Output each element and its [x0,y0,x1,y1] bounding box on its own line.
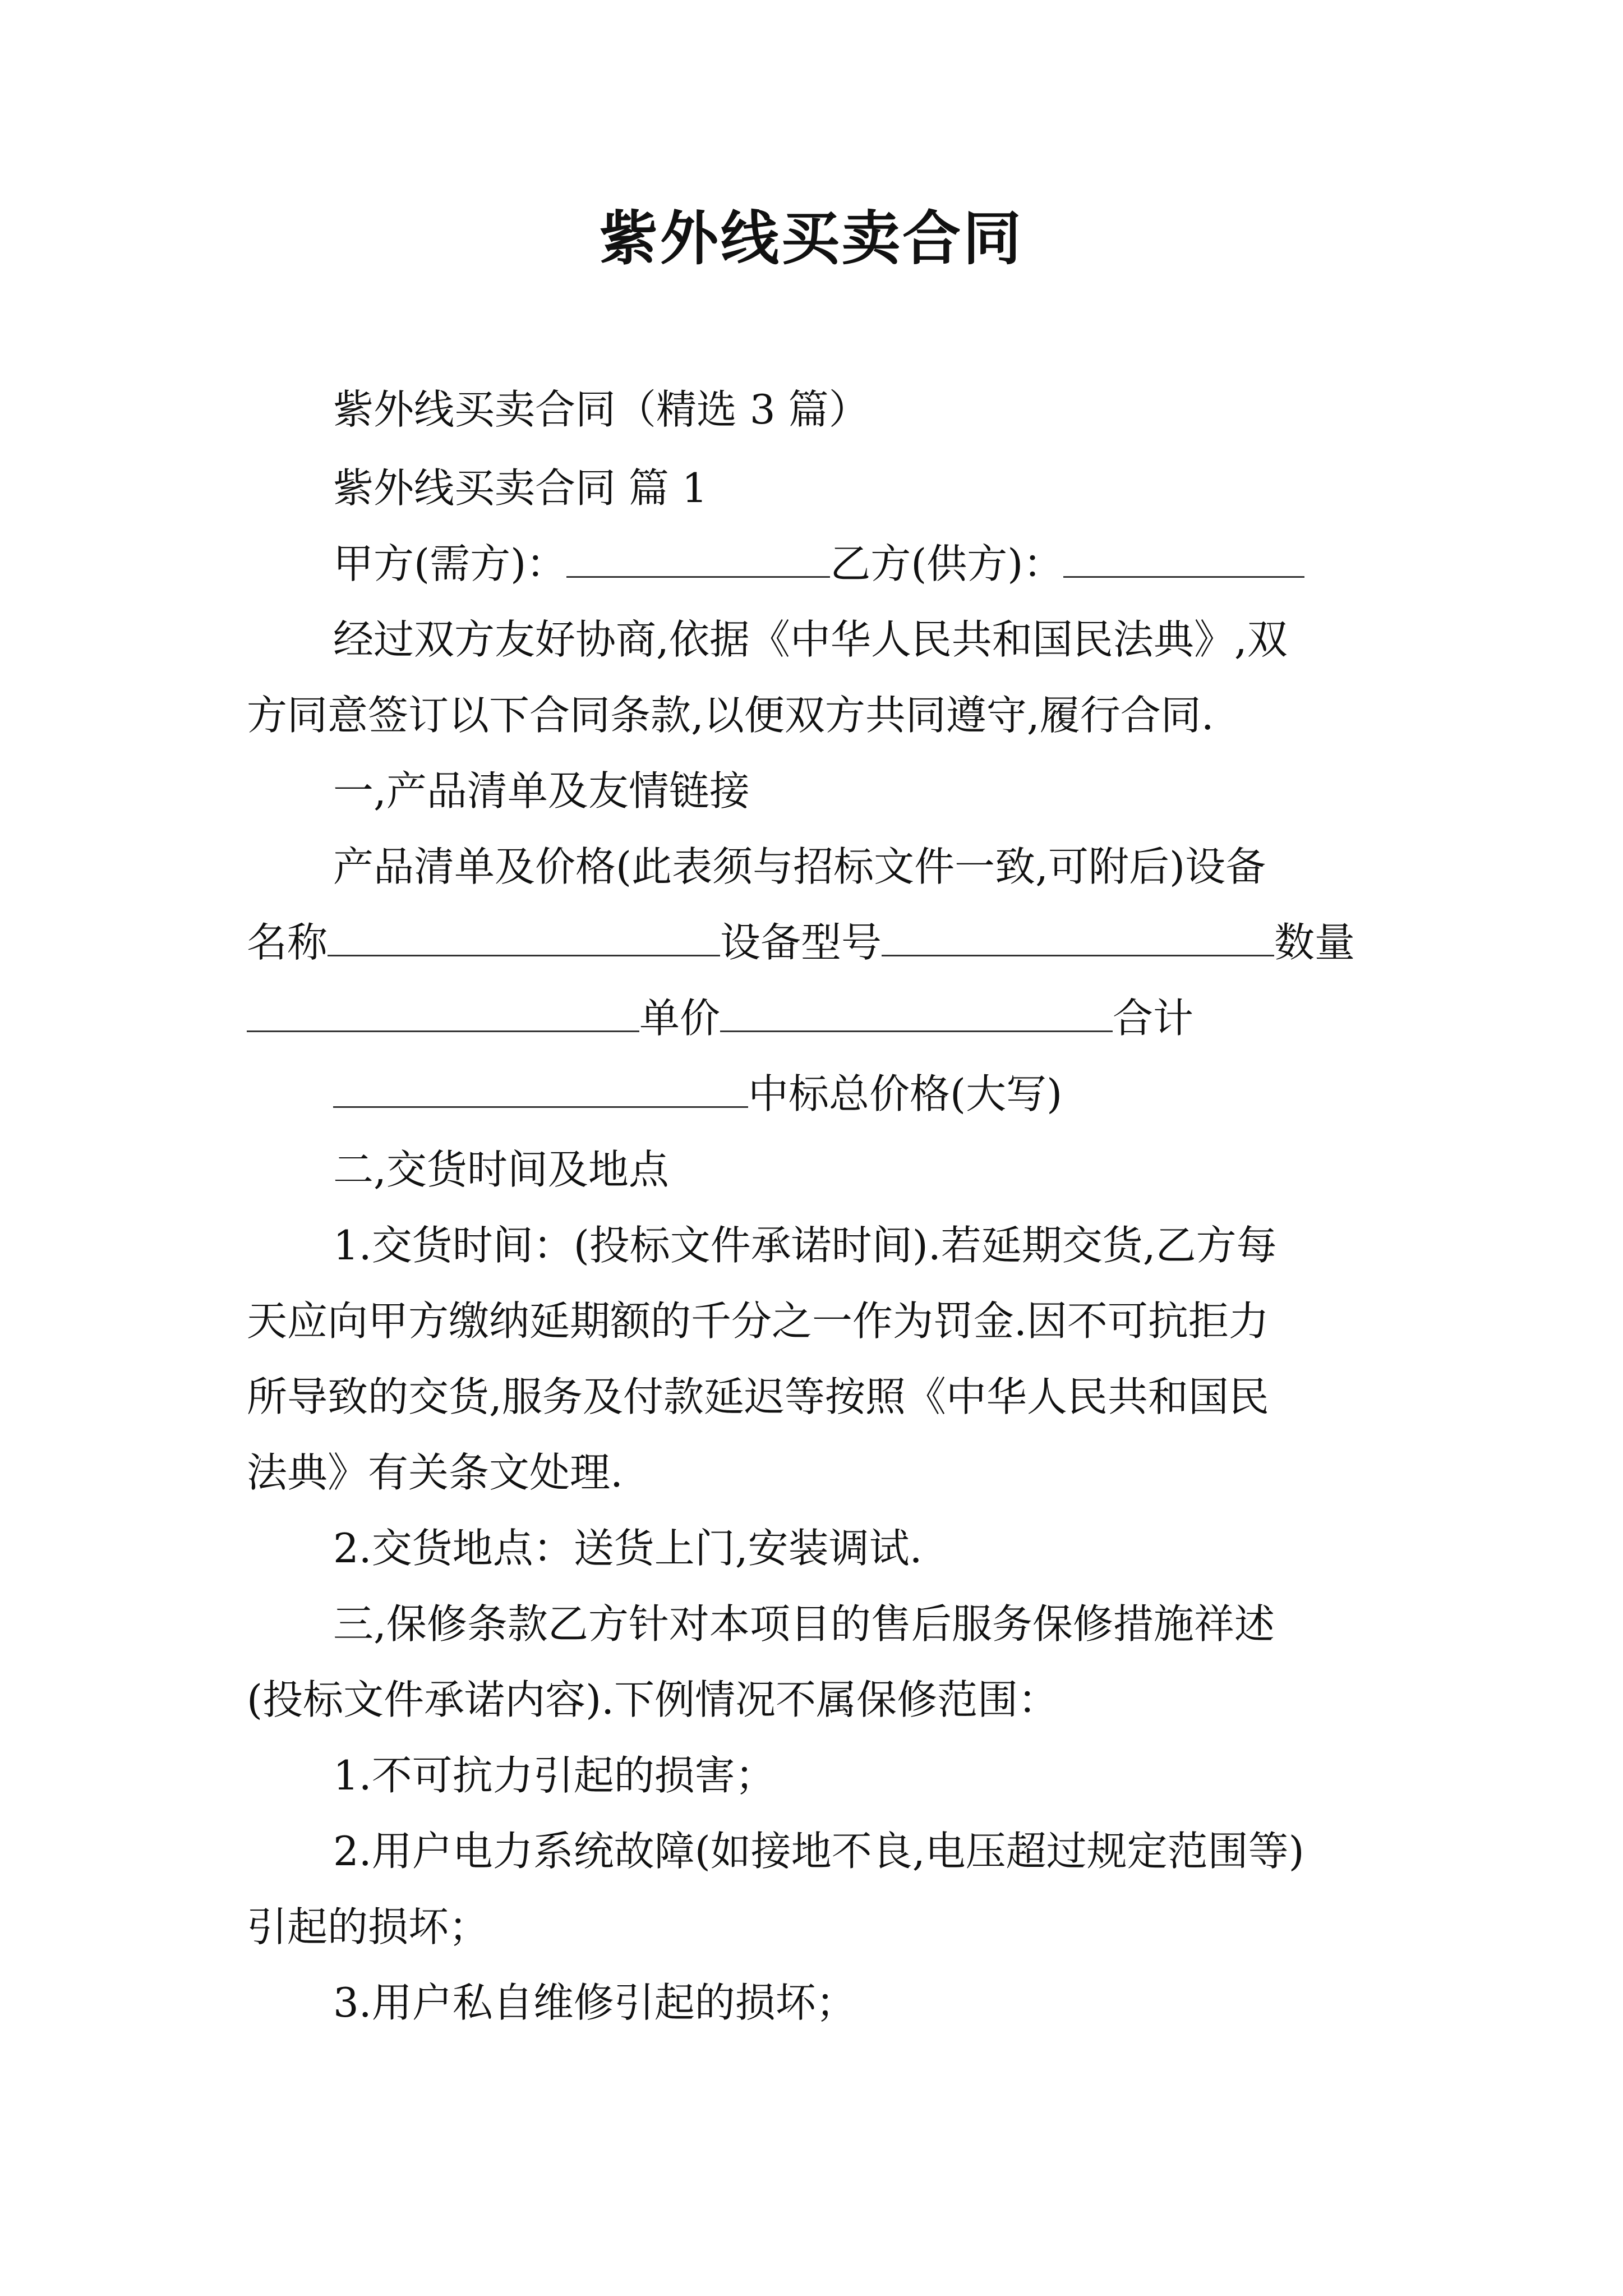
section-heading: 紫外线买卖合同 篇 1 [333,464,708,512]
s1-heading: 一,产品清单及友情链接 [333,767,750,815]
quantity-label: 数量 [1274,919,1355,966]
s2-p1-line-3: 所导致的交货,服务及付款延迟等按照《中华人民共和国民 [247,1373,1269,1420]
unit-price-blank [720,995,1113,1032]
document-title: 紫外线买卖合同 [599,204,1023,273]
equipment-model-label: 设备型号 [720,919,882,966]
total-blank [333,1070,748,1108]
s3-item-2-line-1: 2.用户电力系统故障(如接地不良,电压超过规定范围等) [333,1828,1304,1875]
quantity-blank [247,995,639,1032]
document-subtitle: 紫外线买卖合同（精选 3 篇） [333,386,869,433]
s3-line-2: (投标文件承诺内容).下例情况不属保修范围： [247,1676,1059,1723]
s1-fields-line-1 [247,914,1380,970]
party-b-blank [1063,540,1304,578]
s1-fields-line-2 [247,990,1380,1046]
party-a-label: 甲方(需方)： [333,540,567,587]
party-a-blank [566,540,830,578]
intro-line-1: 经过双方友好协商,依据《中华人民共和国民法典》,双 [333,616,1288,663]
party-b-label: 乙方(供方)： [830,540,1064,587]
s1-fields-line-3 [333,1066,1380,1122]
s3-item-2-line-2: 引起的损坏； [247,1903,490,1950]
s2-heading: 二,交货时间及地点 [333,1146,669,1193]
unit-price-label: 单价 [639,995,721,1042]
s3-item-1: 1.不可抗力引起的损害； [333,1752,776,1799]
s3-item-3: 3.用户私自维修引起的损坏； [333,1979,856,2026]
s1-paragraph: 产品清单及价格(此表须与招标文件一致,可附后)设备 [333,843,1266,890]
equipment-model-blank [882,919,1274,956]
s2-p1-line-4: 法典》有关条文处理. [247,1449,623,1496]
award-price-label: 中标总价格(大写) [748,1070,1063,1117]
intro-line-2: 方同意签订以下合同条款,以便双方共同遵守,履行合同. [247,692,1214,739]
equipment-name-blank [328,919,720,956]
s3-line-1: 三,保修条款乙方针对本项目的售后服务保修措施祥述 [333,1600,1275,1648]
equipment-name-label: 名称 [247,919,328,966]
parties-line [333,536,1380,592]
s2-p1-line-2: 天应向甲方缴纳延期额的千分之一作为罚金.因不可抗拒力 [247,1297,1269,1345]
s2-p1-line-1: 1.交货时间：(投标文件承诺时间).若延期交货,乙方每 [333,1222,1277,1269]
s2-p2: 2.交货地点：送货上门,安装调试. [333,1525,923,1572]
total-label: 合计 [1113,995,1194,1042]
